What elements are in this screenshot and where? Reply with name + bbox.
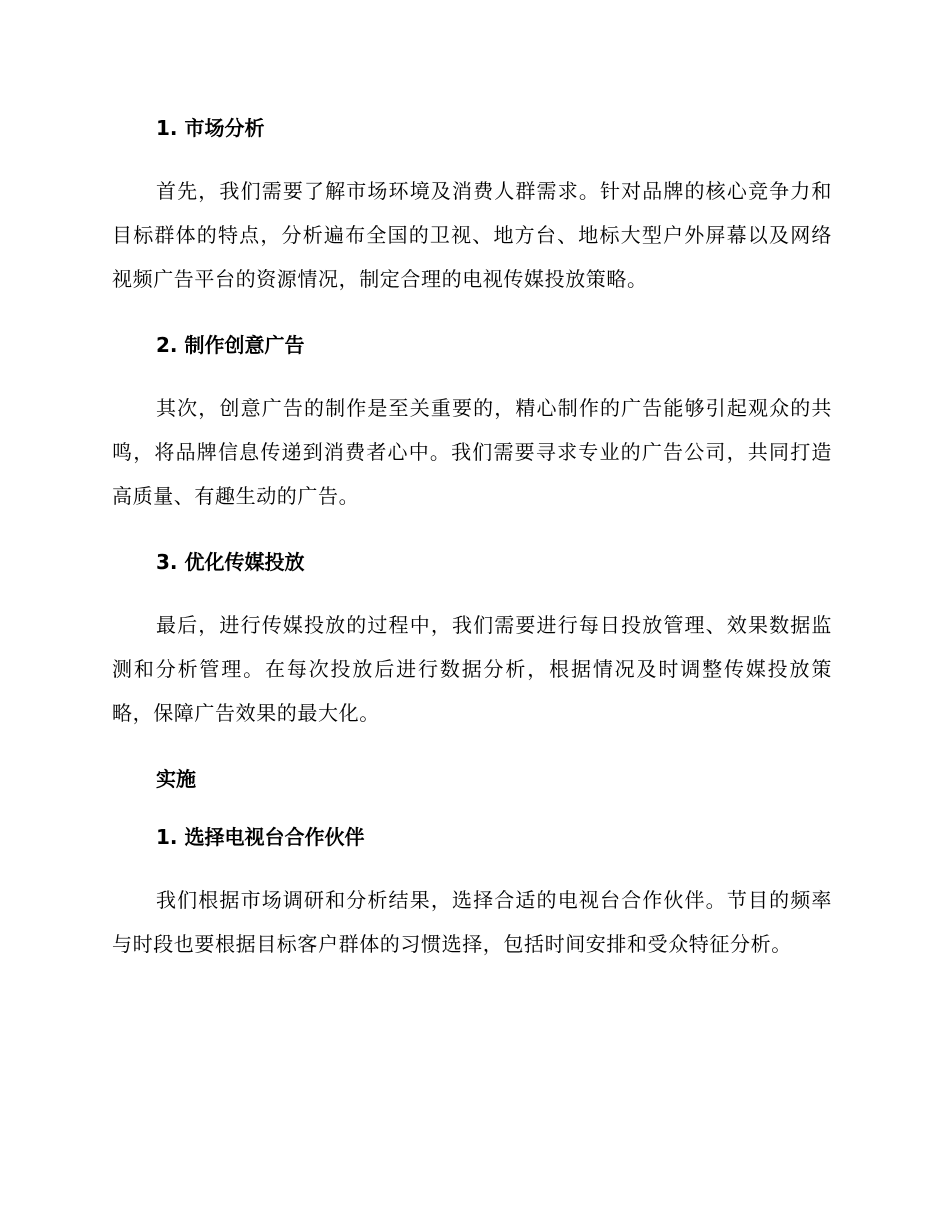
section-paragraph-optimize-media: 最后，进行传媒投放的过程中，我们需要进行每日投放管理、效果数据监测和分析管理。在每次投放后进行数据分析，根据情况及时调整传媒投放策略，保障广告效果的最大化。 — [112, 613, 832, 725]
document-body — [112, 113, 832, 966]
section-paragraph-market-analysis: 首先，我们需要了解市场环境及消费人群需求。针对品牌的核心竞争力和目标群体的特点，分析遍布全国的卫视、地方台、地标大型户外屏幕以及网络视频广告平台的资源情况，制定合理的电视传媒投放策略。 — [112, 179, 832, 291]
implementation-heading: 实施 — [156, 767, 196, 791]
section-paragraph-creative-ads: 其次，创意广告的制作是至关重要的，精心制作的广告能够引起观众的共鸣，将品牌信息传递到消费者心中。我们需要寻求专业的广告公司，共同打造高质量、有趣生动的广告。 — [112, 396, 832, 508]
section-heading-creative-ads: 2. 制作创意广告 — [156, 333, 305, 357]
section-heading-market-analysis: 1. 市场分析 — [156, 116, 265, 140]
implementation-subheading-tv-partners: 1. 选择电视台合作伙伴 — [156, 825, 365, 849]
section-heading-optimize-media: 3. 优化传媒投放 — [156, 550, 305, 574]
implementation-paragraph-tv-partners: 我们根据市场调研和分析结果，选择合适的电视台合作伙伴。节目的频率与时段也要根据目标客户群体的习惯选择，包括时间安排和受众特征分析。 — [112, 888, 832, 956]
